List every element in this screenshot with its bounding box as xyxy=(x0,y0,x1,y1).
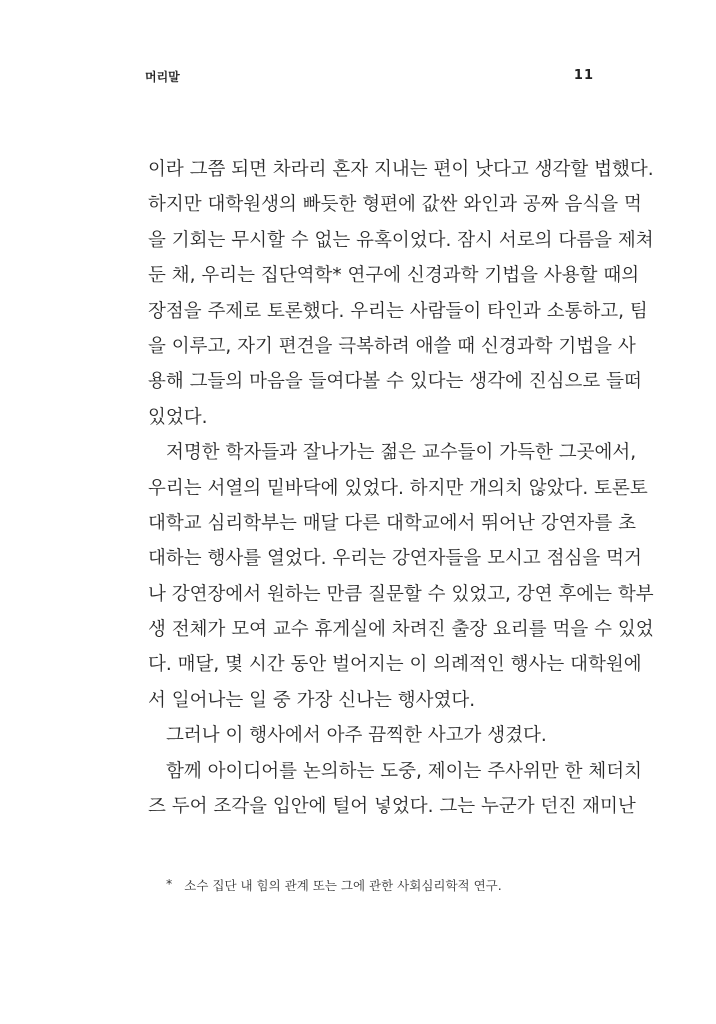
text-line: 저명한 학자들과 잘나가는 젊은 교수들이 가득한 그곳에서, xyxy=(166,442,637,464)
text-line: 우리는 서열의 밑바닥에 있었다. 하지만 개의치 않았다. 토론토 xyxy=(148,477,648,499)
text-line: 함께 아이디어를 논의하는 도중, 제이는 주사위만 한 체더치 xyxy=(166,760,642,782)
text-line: 대학교 심리학부는 매달 다른 대학교에서 뛰어난 강연자를 초 xyxy=(148,512,636,534)
text-line: 장점을 주제로 토론했다. 우리는 사람들이 타인과 소통하고, 팀 xyxy=(148,300,648,322)
text-line: 하지만 대학원생의 빠듯한 형편에 값싼 와인과 공짜 음식을 먹 xyxy=(148,194,642,216)
body-text xyxy=(148,152,654,824)
text-line: 다. 매달, 몇 시간 동안 벌어지는 이 의례적인 행사는 대학원에 xyxy=(148,654,642,676)
footnote xyxy=(166,876,502,894)
page-number: 11 xyxy=(573,68,594,83)
text-line: 대하는 행사를 열었다. 우리는 강연자들을 모시고 점심을 먹거 xyxy=(148,548,642,570)
text-line: 둔 채, 우리는 집단역학* 연구에 신경과학 기법을 사용할 때의 xyxy=(148,265,640,287)
text-line: 용해 그들의 마음을 들여다볼 수 있다는 생각에 진심으로 들떠 xyxy=(148,371,642,393)
text-line: 나 강연장에서 원하는 만큼 질문할 수 있었고, 강연 후에는 학부 xyxy=(148,583,654,605)
text-line: 그러나 이 행사에서 아주 끔찍한 사고가 생겼다. xyxy=(166,725,547,747)
text-line: 이라 그쯤 되면 차라리 혼자 지내는 편이 낫다고 생각할 법했다. xyxy=(148,159,654,180)
running-head: 머리말 xyxy=(145,70,180,84)
text-line: 있었다. xyxy=(148,406,208,428)
text-line: 서 일어나는 일 중 가장 신나는 행사였다. xyxy=(148,689,476,711)
text-line: 즈 두어 조각을 입안에 털어 넣었다. 그는 누군가 던진 재미난 xyxy=(148,796,636,818)
text-line: 을 기회는 무시할 수 없는 유혹이었다. 잠시 서로의 다름을 제쳐 xyxy=(148,229,654,251)
footnote-marker: * xyxy=(166,876,173,891)
text-line: 을 이루고, 자기 편견을 극복하려 애쓸 때 신경과학 기법을 사 xyxy=(148,335,636,357)
footnote-text: 소수 집단 내 힘의 관계 또는 그에 관한 사회심리학적 연구. xyxy=(184,878,502,893)
text-line: 생 전체가 모여 교수 휴게실에 차려진 출장 요리를 먹을 수 있었 xyxy=(148,619,654,641)
